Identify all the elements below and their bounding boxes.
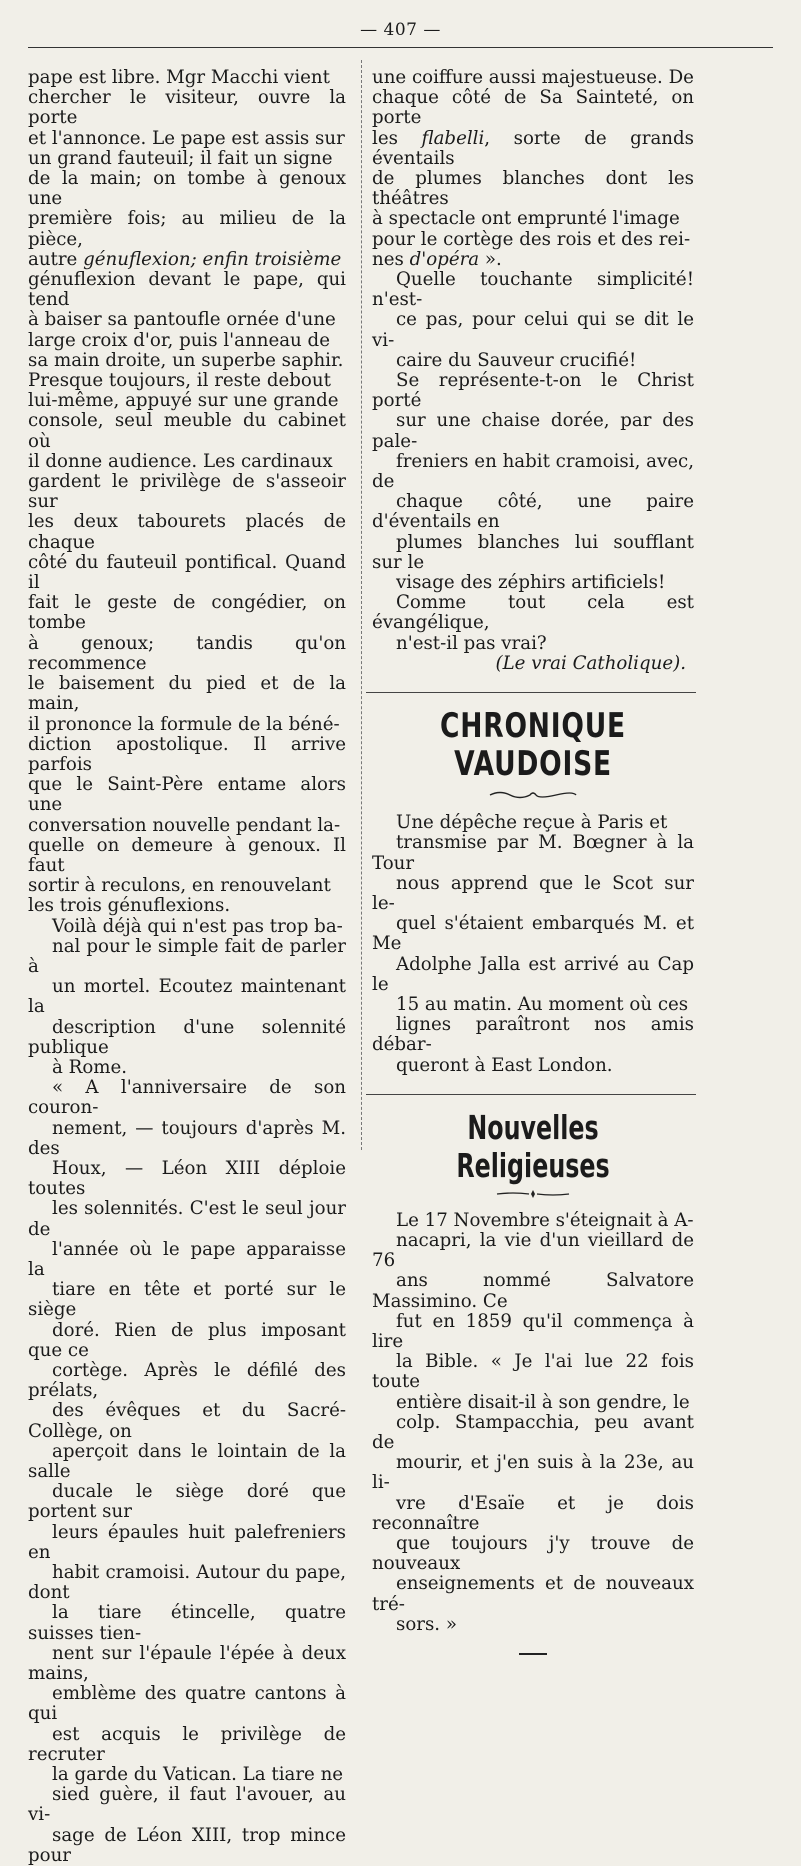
text-line: caire du Sauveur crucifié! — [396, 349, 637, 371]
text-line: plumes blanches lui soufflant sur le — [372, 531, 694, 573]
text-line: Quelle touchante simplicité! n'est- — [372, 269, 694, 311]
text-span: , sorte de grands éventails — [372, 127, 694, 169]
text-line: la tiare étincelle, quatre suisses tien- — [28, 1602, 346, 1644]
text-line: Presque toujours, il reste debout — [28, 370, 331, 392]
text-line — [372, 129, 694, 169]
text-line: nacapri, la vie d'un vieillard de 76 — [372, 1229, 694, 1272]
text-line: Comme tout cela est évangélique, — [372, 592, 694, 634]
text-line: Se représente-t-on le Christ porté — [372, 370, 694, 412]
text-line: n'est-il pas vrai? — [396, 632, 547, 654]
text-line: à baiser sa pantoufle ornée d'une — [28, 309, 336, 331]
text-line: à genoux; tandis qu'on recommence — [28, 632, 346, 674]
text-span: les — [372, 127, 422, 149]
text-line: les deux tabourets placés de chaque — [28, 511, 346, 553]
text-line: diction apostolique. Il arrive parfois — [28, 733, 346, 775]
text-line: sage de Léon XIII, trop mince pour — [28, 1824, 346, 1866]
paragraph — [372, 371, 694, 593]
text-line: mourir, et j'en suis à la 23e, au li- — [372, 1452, 694, 1494]
text-line: pape est libre. Mgr Macchi vient — [28, 67, 330, 88]
paragraph — [372, 270, 694, 371]
text-line: nal pour le simple fait de parler à — [28, 935, 346, 977]
text-span: ». — [479, 248, 502, 270]
text-line: de plumes blanches dont les théâtres — [372, 168, 694, 210]
column-separator — [361, 60, 362, 1150]
text-line: à Rome. — [52, 1056, 128, 1078]
header-rule — [28, 47, 773, 48]
text-line: console, seul meuble du cabinet où — [28, 410, 346, 452]
text-span: nes — [372, 248, 410, 270]
text-line: lui-même, appuyé sur une grande — [28, 390, 339, 412]
text-line: sied guère, il faut l'avouer, au vi- — [28, 1784, 346, 1826]
text-line: ans nommé Salvatore Massimino. Ce — [372, 1270, 694, 1312]
text-line: à spectacle ont emprunté l'image — [372, 208, 680, 230]
text-line: première fois; au milieu de la pièce, — [28, 208, 346, 250]
text-line: Voilà déjà qui n'est pas trop ba- — [52, 915, 343, 937]
paragraph — [372, 593, 694, 654]
left-column — [28, 68, 346, 1866]
paragraph — [28, 68, 346, 917]
text-line: lignes paraîtront nos amis débar- — [372, 1014, 694, 1056]
text-line: sa main droite, un superbe saphir. — [28, 349, 344, 371]
text-line: fut en 1859 qu'il commença à lire — [372, 1310, 694, 1352]
text-line: chaque côté de Sa Sainteté, on porte — [372, 87, 694, 129]
text-line: description d'une solennité publique — [28, 1016, 346, 1058]
text-line: chaque côté, une paire d'éventails en — [372, 491, 694, 533]
section-rule — [366, 1094, 696, 1095]
right-column — [372, 68, 694, 1655]
text-line: cortège. Après le défilé des prélats, — [28, 1360, 346, 1402]
text-line: Le 17 Novembre s'éteignait à A- — [396, 1209, 694, 1231]
text-line: Une dépêche reçue à Paris et — [396, 812, 668, 834]
end-dash — [519, 1653, 547, 1655]
text-line: l'année où le pape apparaisse la — [28, 1238, 346, 1280]
text-line: la Bible. « Je l'ai lue 22 fois toute — [372, 1351, 694, 1393]
text-line: quelle on demeure à genoux. Il faut — [28, 834, 346, 876]
paragraph — [28, 917, 346, 1079]
section-heading-chronique: CHRONIQUE VAUDOISE — [440, 706, 626, 785]
text-line: il donne audience. Les cardinaux — [28, 450, 333, 472]
text-line: génuflexion devant le pape, qui tend — [28, 269, 346, 311]
text-line: sur une chaise dorée, par des pale- — [372, 410, 694, 452]
text-line: il prononce la formule de la béné- — [28, 713, 340, 735]
text-line: queront à East London. — [396, 1054, 613, 1076]
text-line: 15 au matin. Au moment où ces — [396, 993, 689, 1015]
text-line: large croix d'or, puis l'anneau de — [28, 329, 330, 351]
ornament-flourish-icon — [488, 789, 578, 801]
text-line: visage des zéphirs artificiels! — [396, 572, 666, 594]
signature: (Le vrai Catholique). — [495, 652, 686, 674]
text-line — [372, 250, 694, 270]
text-line: entière disait-il à son gendre, le — [396, 1391, 690, 1413]
paragraph — [372, 1211, 694, 1635]
text-line: emblème des quatre cantons à qui — [28, 1683, 346, 1725]
text-line: que toujours j'y trouve de nouveaux — [372, 1532, 694, 1575]
text-line: la garde du Vatican. La tiare ne — [52, 1764, 344, 1786]
paragraph — [28, 1078, 346, 1866]
text-line: leurs épaules huit palefreniers en — [28, 1521, 346, 1563]
text-line: freniers en habit cramoisi, avec, de — [372, 450, 694, 493]
paragraph — [372, 813, 694, 1076]
text-span: autre — [28, 248, 84, 270]
italic-text: flabelli — [421, 127, 485, 149]
text-line: les solennités. C'est le seul jour de — [28, 1198, 346, 1240]
text-line: Adolphe Jalla est arrivé au Cap le — [372, 953, 694, 995]
text-line: Houx, — Léon XIII déploie toutes — [28, 1157, 346, 1200]
text-line: et l'annonce. Le pape est assis sur — [28, 127, 345, 149]
text-line: côté du fauteuil pontifical. Quand il — [28, 551, 346, 594]
text-line: gardent le privilège de s'asseoir sur — [28, 471, 346, 513]
text-line: nent sur l'épaule l'épée à deux mains, — [28, 1642, 346, 1685]
text-line: conversation nouvelle pendant la- — [28, 814, 341, 836]
text-line: fait le geste de congédier, on tombe — [28, 592, 346, 634]
text-line: vre d'Esaïe et je dois reconnaître — [372, 1492, 694, 1534]
text-line: un grand fauteuil; il fait un signe — [28, 147, 333, 169]
text-line: nement, — toujours d'après M. des — [28, 1117, 346, 1159]
text-line: un mortel. Ecoutez maintenant la — [28, 976, 346, 1018]
text-line: enseignements et de nouveaux tré- — [372, 1573, 694, 1615]
section-heading-nouvelles: Nouvelles Religieuses — [456, 1107, 610, 1185]
text-line: colp. Stampacchia, peu avant de — [372, 1411, 694, 1453]
text-line: les trois génuflexions. — [28, 895, 231, 917]
italic-text: d'opéra — [409, 248, 480, 270]
text-line: « A l'anniversaire de son couron- — [28, 1077, 346, 1119]
text-line: nous apprend que le Scot sur le- — [372, 872, 694, 914]
text-line: chercher le visiteur, ouvre la porte — [28, 87, 346, 129]
text-line: tiare en tête et porté sur le siège — [28, 1279, 346, 1321]
text-line: le baisement du pied et de la main, — [28, 673, 346, 715]
text-line: est acquis le privilège de recruter — [28, 1723, 346, 1765]
text-line: doré. Rien de plus imposant que ce — [28, 1319, 346, 1361]
page-number: — 407 — — [360, 20, 441, 40]
text-line — [28, 250, 346, 270]
section-rule — [366, 692, 696, 693]
text-line: des évêques et du Sacré-Collège, on — [28, 1400, 346, 1442]
text-line: habit cramoisi. Autour du pape, dont — [28, 1562, 346, 1604]
text-line: sors. » — [396, 1613, 458, 1635]
paragraph — [372, 68, 694, 270]
text-line: aperçoit dans le lointain de la salle — [28, 1440, 346, 1483]
text-line: pour le cortège des rois et des rei- — [372, 228, 691, 250]
italic-text: génuflexion; enfin troisième — [83, 248, 342, 270]
text-line: sortir à reculons, en renouvelant — [28, 875, 331, 897]
text-line: ce pas, pour celui qui se dit le vi- — [372, 309, 694, 351]
ornament-dash-icon — [493, 1189, 573, 1199]
text-line: transmise par M. Bœgner à la Tour — [372, 832, 694, 874]
text-line: une coiffure aussi majestueuse. De — [372, 67, 694, 88]
text-line: quel s'étaient embarqués M. et Me — [372, 913, 694, 955]
text-line: que le Saint-Père entame alors une — [28, 774, 346, 816]
text-line: de la main; on tombe à genoux une — [28, 168, 346, 210]
text-line: ducale le siège doré que portent sur — [28, 1481, 346, 1523]
